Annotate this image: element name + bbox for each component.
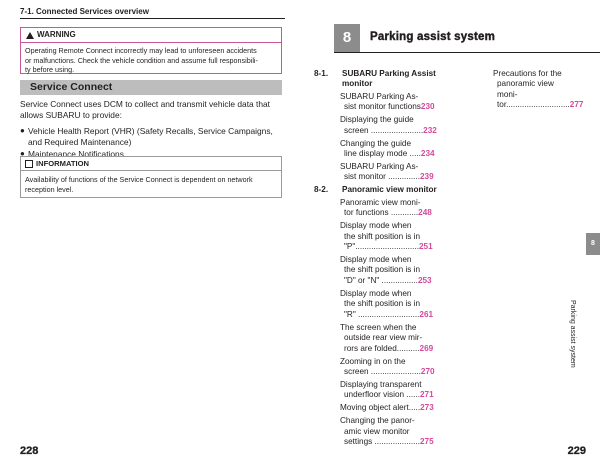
- toc-entry[interactable]: [314, 162, 454, 183]
- toc-entry-line: line display mode .....: [344, 149, 421, 159]
- toc-entry-line: Precautions for the: [493, 69, 562, 78]
- toc-section-number: 8-2.: [314, 185, 329, 195]
- toc-page-number[interactable]: 248: [418, 208, 432, 218]
- toc-entry-line: the shift position is in: [344, 265, 421, 275]
- toc-entry-line: Display mode when: [340, 255, 412, 265]
- intro-line: allows SUBARU to provide:: [20, 109, 122, 120]
- page-number-left: 228: [20, 445, 39, 457]
- toc-entry[interactable]: [314, 323, 454, 354]
- intro-line: Service Connect uses DCM to collect and transmit vehicle data that: [20, 99, 270, 109]
- toc-page-number[interactable]: 269: [419, 343, 434, 353]
- toc-entry-line: Zooming in on the: [340, 356, 406, 366]
- toc-entry[interactable]: [314, 380, 454, 401]
- toc-entry-line: tor functions ............: [344, 208, 419, 218]
- information-box: [20, 156, 282, 198]
- toc-section-title: [342, 69, 454, 90]
- side-tab-label: Parking assist system: [569, 300, 576, 368]
- chapter-number-box: 8: [334, 24, 360, 52]
- toc-entry-line: Panoramic view moni-: [340, 197, 421, 207]
- information-title: INFORMATION: [36, 159, 90, 168]
- toc-entry-line: screen ......................: [344, 366, 421, 376]
- toc-entry-line: sist monitor functions: [344, 102, 421, 112]
- toc-entry-line: panoramic view moni-: [497, 79, 554, 99]
- toc-entry[interactable]: [314, 115, 454, 136]
- toc-page-number[interactable]: 270: [420, 366, 435, 376]
- toc-column-1: [314, 69, 454, 450]
- warning-line: or malfunctions. Check the vehicle condition and assume full responsibili-: [25, 55, 258, 65]
- left-page: [0, 0, 297, 462]
- toc-entry-line: settings ....................: [344, 437, 420, 447]
- toc-entry-line: "R" ...........................: [344, 309, 420, 319]
- information-line: reception level.: [25, 184, 74, 194]
- warning-title: WARNING: [37, 30, 76, 39]
- section-header: 7-1. Connected Services overview: [20, 7, 149, 16]
- toc-entry[interactable]: [314, 289, 454, 320]
- toc-entry-line: Displaying transparent: [340, 379, 422, 389]
- toc-entry-last-line: [340, 102, 454, 112]
- toc-entry[interactable]: [467, 69, 584, 111]
- toc-entry-line: "D" or "N" ................: [344, 275, 418, 285]
- toc-entry-last-line: [340, 310, 454, 320]
- information-icon: [25, 160, 33, 168]
- bullet-line: Maintenance Notifications: [28, 149, 124, 160]
- toc-entry-line: Display mode when: [340, 221, 412, 231]
- service-connect-heading-bar: [20, 80, 282, 95]
- toc-entry-line: Changing the guide: [340, 138, 412, 148]
- toc-entry[interactable]: [314, 198, 454, 219]
- toc-entry-line: the shift position is in: [344, 299, 421, 309]
- toc-page-number[interactable]: 230: [420, 102, 435, 112]
- service-connect-body: [20, 99, 285, 162]
- toc-entry-last-line: [340, 344, 454, 354]
- toc-page-number[interactable]: 273: [420, 403, 434, 413]
- bullet-item: [20, 126, 285, 147]
- warning-line: ty before using.: [25, 65, 75, 75]
- information-text: [21, 171, 281, 194]
- toc-entry-line: underfloor vision ......: [344, 390, 420, 400]
- bullet-line: and Required Maintenance): [28, 136, 132, 147]
- toc-entry-line: Display mode when: [340, 288, 412, 298]
- toc-page-number[interactable]: 253: [417, 275, 432, 285]
- toc-entry-line: the shift position is in: [344, 231, 421, 241]
- chapter-title: Parking assist system: [370, 31, 496, 43]
- header-rule: [20, 18, 285, 19]
- warning-text: [21, 43, 281, 75]
- toc-section-line: monitor: [342, 79, 373, 89]
- toc-page-number[interactable]: 251: [418, 242, 433, 252]
- toc-entry-last-line: [340, 172, 454, 182]
- toc-page-number[interactable]: 232: [423, 125, 437, 135]
- warning-line: Operating Remote Connect incorrectly may lead to unforeseen accidents: [25, 46, 257, 55]
- side-tab-number[interactable]: 8: [586, 233, 600, 255]
- warning-triangle-icon: [26, 32, 34, 39]
- toc-entry-last-line: [340, 390, 454, 400]
- toc-entry[interactable]: [314, 255, 454, 286]
- toc-entry-last-line: [493, 100, 584, 110]
- toc-page-number[interactable]: 261: [419, 309, 434, 319]
- information-line: Availability of functions of the Service Connect is dependent on network: [25, 175, 253, 184]
- toc-entry-last-line: [340, 403, 454, 413]
- toc-page-number[interactable]: 239: [419, 172, 434, 182]
- toc-entry-last-line: [340, 367, 454, 377]
- toc-page-number[interactable]: 275: [420, 437, 434, 447]
- toc-section-heading[interactable]: [314, 69, 454, 90]
- toc-page-number[interactable]: 277: [569, 100, 584, 110]
- toc-entry[interactable]: [314, 221, 454, 252]
- toc-entry-line: tor............................: [497, 100, 570, 110]
- toc-section-heading[interactable]: [314, 185, 454, 195]
- toc-entry[interactable]: [314, 403, 454, 413]
- toc-entry-last-line: [340, 208, 454, 218]
- toc-entry-line: rors are folded..........: [344, 343, 420, 353]
- toc-section-line: Panoramic view monitor: [342, 185, 437, 195]
- toc-entry-last-line: [340, 437, 454, 447]
- toc-entry-line: screen .......................: [344, 125, 424, 135]
- toc-page-number[interactable]: 234: [420, 149, 435, 159]
- information-title-bar: [21, 157, 281, 171]
- toc-page-number[interactable]: 271: [420, 390, 434, 400]
- toc-entry-line: Displaying the guide: [340, 115, 414, 125]
- toc-entry-line: amic view monitor: [344, 426, 410, 436]
- bullet-line: Vehicle Health Report (VHR) (Safety Recalls, Service Campaigns,: [28, 126, 273, 137]
- service-connect-intro: [20, 99, 285, 120]
- toc-entry[interactable]: [314, 416, 454, 447]
- toc-entry-last-line: [340, 276, 454, 286]
- toc-section-title: [342, 185, 454, 195]
- right-page: [303, 0, 600, 462]
- bullet-dot-icon: ●: [20, 149, 25, 159]
- toc-section-line: SUBARU Parking Assist: [342, 69, 436, 78]
- warning-title-bar: [21, 28, 281, 43]
- toc-entry-line: SUBARU Parking As-: [340, 162, 419, 172]
- toc-entry-line: Moving object alert.....: [340, 403, 421, 413]
- toc-entry-line: SUBARU Parking As-: [340, 91, 419, 101]
- toc-entry[interactable]: [314, 139, 454, 160]
- chapter-rule: [334, 52, 600, 53]
- toc-entry-last-line: [340, 242, 454, 252]
- toc-entry[interactable]: [314, 357, 454, 378]
- toc-entry-last-line: [340, 149, 454, 159]
- warning-box: [20, 27, 282, 74]
- page-number-right: 229: [567, 445, 586, 457]
- toc-entry-last-line: [340, 126, 454, 136]
- service-connect-heading: Service Connect: [30, 81, 113, 93]
- toc-entry-line: "P"............................: [344, 242, 419, 252]
- toc-column-2: [467, 69, 584, 113]
- bullet-dot-icon: ●: [20, 126, 25, 136]
- toc-entry-line: sist monitor ..............: [344, 172, 420, 182]
- toc-entry[interactable]: [314, 92, 454, 113]
- toc-entry-line: outside rear view mir-: [344, 333, 423, 343]
- toc-entry-line: Changing the panor-: [340, 416, 415, 426]
- toc-section-number: 8-1.: [314, 69, 329, 78]
- toc-entry-line: The screen when the: [340, 322, 417, 332]
